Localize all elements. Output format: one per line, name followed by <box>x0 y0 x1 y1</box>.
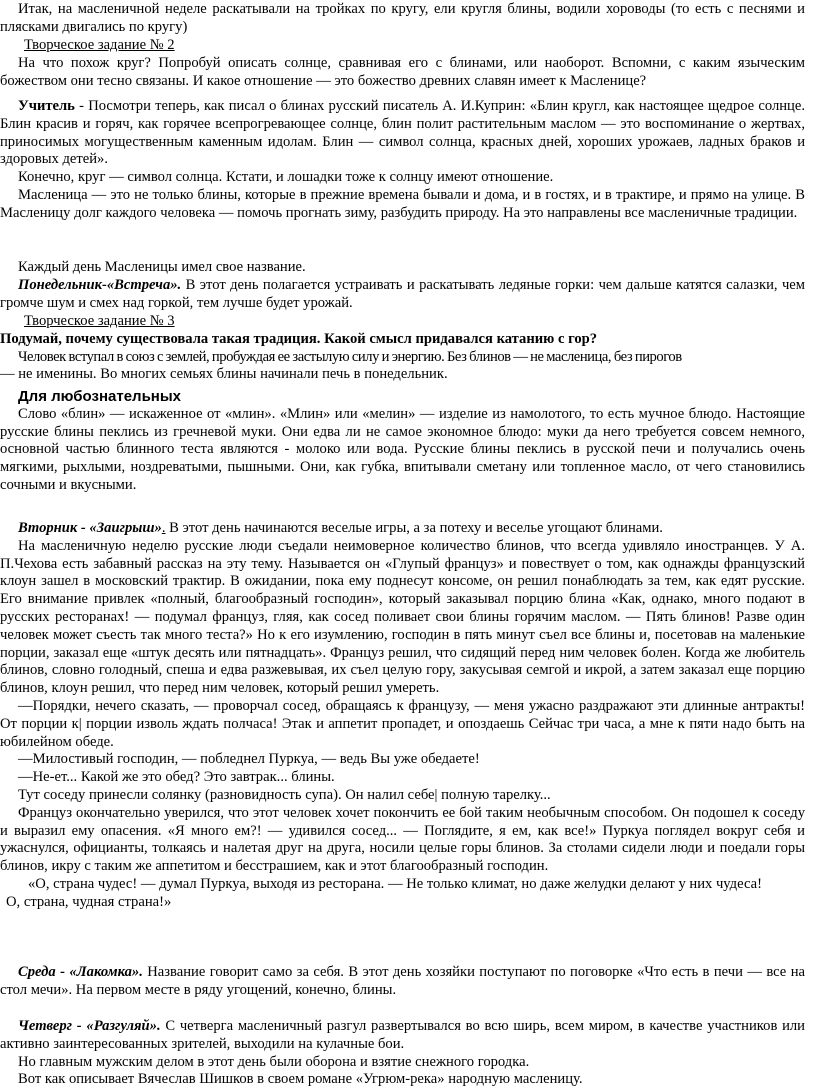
thursday-paragraph-2: Но главным мужским делом в этот день были оборона и взятие снежного городка. <box>18 1053 530 1070</box>
task2-section <box>0 37 805 90</box>
days-intro-paragraph: Каждый день Масленицы имел свое название. <box>18 259 306 275</box>
wednesday-label: Среда - «Лакомка». <box>18 964 143 980</box>
curious-paragraph: Слово «блин» — искаженное от «млин». «Млин» или «мелин» — изделие из намолотого, то есть мучное блюдо. Настоящие русские блины пеклись из гречневой муки. Они едва ли не самое экономное блюдо: муки да него требуется совсем немного, основной частью блинного теста являются - молоко или вода. Русские блины пеклись в русской печи и получались очень мягкими, рыхлыми, ноздреватыми, пышными. Они, как губка, впитывали сметану или топленное масло, от чего становились сочными и вкусными. <box>0 405 805 493</box>
days-intro-section <box>0 259 805 277</box>
wednesday-paragraph <box>0 964 805 1000</box>
task3-heading: Творческое задание № 3 <box>24 313 175 329</box>
tuesday-dot: . <box>161 520 166 536</box>
thursday-section <box>0 1018 805 1089</box>
teacher-section <box>0 98 805 223</box>
teacher-paragraph-2: Конечно, круг — символ солнца. Кстати, и лошадки тоже к солнцу имеют отношение. <box>18 169 554 186</box>
wednesday-section <box>0 964 805 1000</box>
thursday-paragraph <box>0 1018 805 1054</box>
tuesday-paragraph-3: —Порядки, нечего сказать, — проворчал сосед, обращаясь к французу, — меня ужасно раздражают эти длинные антракты! От порции к| порции изволь ждать полчаса! Этак и аппетит пропадет, и опоздаешь Сейчас три часа, а мне к пяти надо быть на юбилейном обеде. <box>0 697 805 750</box>
tuesday-paragraph <box>0 520 805 538</box>
teacher-paragraph <box>0 98 805 169</box>
monday-text: В этот день полагается устраивать и раскатывать ледяные горки: чем дальше катятся салазки, чем громче шум и смех над горкой, тем лучше будет урожай. <box>0 277 805 311</box>
tuesday-paragraph-7: Француз окончательно уверился, что этот человек хочет покончить ее бой таким необычным способом. Он подошел к соседу и выразил ему опасения. «Я много ем?! — удивился сосед... — Поглядите, я ем, как все!» Пуркуа поглядел вокруг себя и ужаснулся, официанты, толкаясь и налетая друг на друга, носили целые горы блинов. За столами сидели люди и поедали горы блинов, икру с таким же аппетитом и бесстрашием, как и этот благообразный господин. <box>0 804 805 875</box>
curious-section <box>0 388 805 495</box>
teacher-text: Посмотри теперь, как писал о блинах русский писатель А. И.Куприн: «Блин кругл, как настоящее щедрое солнце. Блин красив и горяч, как горячее всепрогревающее солнце, блин полит растительным маслом — это воспоминание о жертвах, приносимых могущественным каменным идолам. Блин — символ солнца, красных дней, хороших урожаев, ладных браков и здоровых детей». <box>0 98 805 168</box>
teacher-paragraph-3: Масленица — это не только блины, которые в прежние времена бывали и дома, и в гостях, и в трактире, и прямо на улице. В Масленицу долг каждого человека — помочь прогнать зиму, разбудить природу. На это направлены все масленичные традиции. <box>0 186 805 221</box>
tuesday-quote: «О, страна чудес! — думал Пуркуа, выходя из ресторана. — Не только климат, но даже желудки делают у них чудеса! О, страна, чудная страна!» <box>6 875 762 910</box>
task2-heading: Творческое задание № 2 <box>24 37 175 53</box>
tuesday-label: Вторник - «Заигрыш» <box>18 520 162 536</box>
intro-paragraph: Итак, на масленичной неделе раскатывали на тройках по кругу, ели кругля блины, водили хороводы (то есть с песнями и плясками двигались по кругу) <box>0 1 805 35</box>
tuesday-paragraph-6: Тут соседу принесли солянку (разновидность супа). Он налил себе| полную тарелку... <box>18 786 551 803</box>
monday-paragraph <box>0 277 805 313</box>
teacher-label: Учитель <box>18 98 75 114</box>
task3-paragraph-b: — не именины. Во многих семьях блины начинали печь в понедельник. <box>0 366 448 383</box>
task2-paragraph: На что похож круг? Попробуй описать солнце, сравнивая его с блинами, или наоборот. Вспомни, с каким языческим божеством они тесно связаны. И какое отношение — это божество древних славян имеет к Масленице? <box>0 54 805 89</box>
monday-section <box>0 277 805 313</box>
tuesday-section <box>0 520 805 912</box>
task3-question: Подумай, почему существовала такая традиция. Какой смысл придавался катанию с гор? <box>0 330 598 347</box>
tuesday-paragraph-2: На масленичную неделю русские люди съедали неимоверное количество блинов, что всегда удивляло иностранцев. У А. П.Чехова есть забавный рассказ на эту тему. Называется он «Глупый француз» и повествует о том, как однажды французский клоун зашел в московский трактир. В ожидании, пока ему поднесут консоме, он решил понаблюдать за тем, как едят русские. Его внимание привлек «полный, благообразный господин», который заказывал порцию блина «Как, однако, много подают в русских ресторанах! — подумал француз, гляя, как сосед поливает свои блины горячим маслом. — Пять блинов! Разве один человек может съесть так много теста?» Но к его изумлению, господин в пять минут съел все блины и, посетовав на маленькие порции, заказал еще «штук десять или пятнадцать». Француз решил, что сидящий перед ним человек болен. Когда же любитель блинов, словно голодный, спеша и едва разжевывая, их съел целую гору, закусывая семгой и икрой, а затем заказал еще порцию блинов, клоун решил, что перед ним человек, который решил умереть. <box>0 537 805 697</box>
teacher-dash: - <box>74 98 89 114</box>
tuesday-paragraph-4: —Милостивый господин, — побледнел Пуркуа, — ведь Вы уже обедаете! <box>18 751 480 768</box>
task3-section <box>0 313 805 384</box>
task3-paragraph-a: Человек вступал в союз с землей, пробуждая ее застылую силу и энергию. Без блинов — не масленица, без пирогов <box>18 348 682 365</box>
tuesday-paragraph-5: —Не-ет... Какой же это обед? Это завтрак... блины. <box>18 769 335 786</box>
curious-title: Для любознательных <box>18 388 182 405</box>
thursday-paragraph-3: Вот как описывает Вячеслав Шишков в своем романе «Угрюм-река» народную масленицу. <box>18 1071 583 1088</box>
intro-section <box>0 1 805 37</box>
tuesday-text: В этот день начинаются веселые игры, а за потеху и веселье угощают блинами. <box>165 520 663 536</box>
thursday-text: С четверга масленичный разгул развертывался во всю ширь, всем миром, в качестве участников или активно заинтересованных зрителей, выходили на кулачные бои. <box>0 1018 805 1052</box>
thursday-label: Четверг - «Разгуляй». <box>18 1018 161 1034</box>
wednesday-text: Название говорит само за себя. В этот день хозяйки поступают по поговорке «Что есть в печи — все на стол мечи». На первом месте в ряду угощений, конечно, блины. <box>0 964 805 998</box>
monday-label: Понедельник-«Встреча». <box>18 277 182 293</box>
